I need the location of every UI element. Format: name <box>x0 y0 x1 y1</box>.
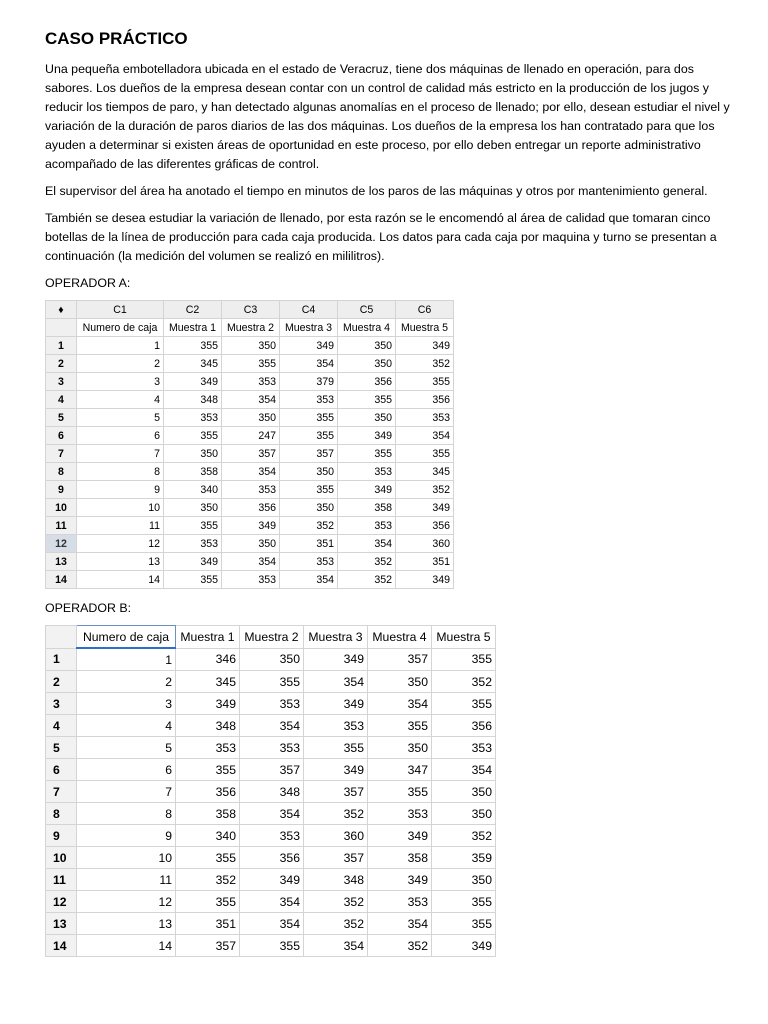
sample-cell[interactable]: 349 <box>396 499 454 517</box>
sample-cell[interactable]: 355 <box>164 427 222 445</box>
row-number[interactable]: 2 <box>46 671 77 693</box>
sample-cell[interactable]: 355 <box>176 847 240 869</box>
table-row <box>46 825 496 847</box>
sample-cell[interactable]: 353 <box>222 481 280 499</box>
sample-cell[interactable]: 352 <box>304 913 368 935</box>
sample-cell[interactable]: 349 <box>396 571 454 589</box>
operator-b-table <box>45 625 496 957</box>
sample-cell[interactable]: 358 <box>368 847 432 869</box>
sample-cell[interactable]: 350 <box>280 463 338 481</box>
table-row <box>46 337 454 355</box>
column-id: C4 <box>280 301 338 319</box>
box-number-cell[interactable]: 4 <box>77 391 164 409</box>
sample-cell[interactable]: 350 <box>432 869 496 891</box>
column-id: C6 <box>396 301 454 319</box>
sample-cell[interactable]: 350 <box>432 781 496 803</box>
box-number-cell[interactable]: 7 <box>77 781 176 803</box>
box-number-cell[interactable]: 10 <box>77 847 176 869</box>
sample-cell[interactable]: 358 <box>176 803 240 825</box>
sample-cell[interactable]: 357 <box>222 445 280 463</box>
table-row <box>46 737 496 759</box>
table-row <box>46 445 454 463</box>
sample-cell[interactable]: 359 <box>432 847 496 869</box>
row-number[interactable]: 5 <box>46 409 77 427</box>
sample-cell[interactable]: 350 <box>164 445 222 463</box>
row-number[interactable]: 9 <box>46 481 77 499</box>
sample-cell[interactable]: 352 <box>280 517 338 535</box>
sample-cell[interactable]: 355 <box>368 781 432 803</box>
table-row <box>46 869 496 891</box>
sample-cell[interactable]: 354 <box>396 427 454 445</box>
sample-cell[interactable]: 349 <box>338 481 396 499</box>
sample-cell[interactable]: 352 <box>368 935 432 957</box>
box-number-cell[interactable]: 13 <box>77 553 164 571</box>
row-number[interactable]: 6 <box>46 759 77 781</box>
sample-cell[interactable]: 352 <box>396 355 454 373</box>
box-number-cell[interactable]: 2 <box>77 355 164 373</box>
sample-cell[interactable]: 354 <box>304 671 368 693</box>
operator-b-body <box>46 648 496 957</box>
row-number[interactable]: 11 <box>46 869 77 891</box>
sample-cell[interactable]: 347 <box>368 759 432 781</box>
box-number-cell[interactable]: 11 <box>77 869 176 891</box>
sample-cell[interactable]: 353 <box>164 409 222 427</box>
row-number[interactable]: 4 <box>46 715 77 737</box>
box-number-cell[interactable]: 3 <box>77 373 164 391</box>
sample-cell[interactable]: 350 <box>164 499 222 517</box>
sample-cell[interactable]: 351 <box>396 553 454 571</box>
sample-cell[interactable]: 353 <box>222 373 280 391</box>
table-row <box>46 355 454 373</box>
sample-cell[interactable]: 345 <box>176 671 240 693</box>
sample-cell[interactable]: 346 <box>176 648 240 671</box>
sample-cell[interactable]: 354 <box>240 913 304 935</box>
column-id: C5 <box>338 301 396 319</box>
sample-cell[interactable]: 350 <box>338 409 396 427</box>
row-number[interactable]: 9 <box>46 825 77 847</box>
sample-cell[interactable]: 355 <box>368 715 432 737</box>
sample-cell[interactable]: 352 <box>432 671 496 693</box>
sample-cell[interactable]: 354 <box>304 935 368 957</box>
column-id: C3 <box>222 301 280 319</box>
table-row <box>46 847 496 869</box>
table-row <box>46 759 496 781</box>
box-number-cell[interactable]: 2 <box>77 671 176 693</box>
box-number-cell[interactable]: 4 <box>77 715 176 737</box>
sample-cell[interactable]: 348 <box>304 869 368 891</box>
sample-cell[interactable]: 350 <box>240 648 304 671</box>
box-number-cell[interactable]: 6 <box>77 759 176 781</box>
sample-cell[interactable]: 354 <box>338 535 396 553</box>
sample-cell[interactable]: 353 <box>240 693 304 715</box>
sample-cell[interactable]: 351 <box>176 913 240 935</box>
sample-cell[interactable]: 350 <box>338 337 396 355</box>
sample-cell[interactable]: 349 <box>304 648 368 671</box>
sample-cell[interactable]: 355 <box>280 427 338 445</box>
table-row <box>46 553 454 571</box>
sample-cell[interactable]: 350 <box>222 409 280 427</box>
column-name: Numero de caja <box>77 319 164 337</box>
sample-cell[interactable]: 379 <box>280 373 338 391</box>
operator-a-label: OPERADOR A: <box>45 276 131 290</box>
box-number-cell[interactable]: 1 <box>77 648 176 671</box>
sample-cell[interactable]: 354 <box>432 759 496 781</box>
corner-cell <box>46 626 77 649</box>
table-row <box>46 891 496 913</box>
box-number-cell[interactable]: 5 <box>77 409 164 427</box>
sample-cell[interactable]: 349 <box>368 825 432 847</box>
sample-cell[interactable]: 354 <box>222 553 280 571</box>
sample-cell[interactable]: 354 <box>222 463 280 481</box>
sample-cell[interactable]: 354 <box>240 715 304 737</box>
sample-cell[interactable]: 356 <box>432 715 496 737</box>
sample-cell[interactable]: 353 <box>368 803 432 825</box>
sample-cell[interactable]: 340 <box>176 825 240 847</box>
sample-cell[interactable]: 350 <box>368 737 432 759</box>
sample-cell[interactable]: 360 <box>396 535 454 553</box>
sample-cell[interactable]: 349 <box>280 337 338 355</box>
sample-cell[interactable]: 352 <box>304 803 368 825</box>
column-name: Muestra 3 <box>280 319 338 337</box>
column-header[interactable]: Muestra 3 <box>304 626 368 649</box>
column-name: Muestra 4 <box>338 319 396 337</box>
intro-paragraph: Una pequeña embotelladora ubicada en el estado de Veracruz, tiene dos máquinas de llenado en operación, para dos sabores. Los dueños de la empresa desean contar con un control de calidad más estricto en la producción de los jugos y reducir los tiempos de paro, y han detectado algunas anomalías en el proceso de llenado; por ello, desean estudiar el nivel y variación de la duración de paros diarios de las dos máquinas. Los dueños de la empresa los han contratado para que los ayuden a determinar si existen áreas de oportunidad en este proceso, por ello deben entregar un reporte administrativo acompañado de las diferentes gráficas de control. <box>45 62 730 171</box>
sample-cell[interactable]: 356 <box>222 499 280 517</box>
sample-cell[interactable]: 353 <box>240 737 304 759</box>
sample-cell[interactable]: 352 <box>338 553 396 571</box>
column-id: C2 <box>164 301 222 319</box>
column-name: Muestra 1 <box>164 319 222 337</box>
row-number[interactable]: 10 <box>46 847 77 869</box>
sample-cell[interactable]: 357 <box>304 781 368 803</box>
sample-cell[interactable]: 352 <box>338 571 396 589</box>
row-number[interactable]: 5 <box>46 737 77 759</box>
sample-cell[interactable]: 348 <box>240 781 304 803</box>
sample-cell[interactable]: 356 <box>338 373 396 391</box>
box-number-cell[interactable]: 13 <box>77 913 176 935</box>
box-number-cell[interactable]: 8 <box>77 463 164 481</box>
sample-cell[interactable]: 352 <box>304 891 368 913</box>
row-number[interactable]: 6 <box>46 427 77 445</box>
box-number-cell[interactable]: 9 <box>77 481 164 499</box>
table-row <box>46 517 454 535</box>
sample-cell[interactable]: 357 <box>280 445 338 463</box>
row-number[interactable]: 2 <box>46 355 77 373</box>
sample-cell[interactable]: 352 <box>176 869 240 891</box>
sample-cell[interactable]: 345 <box>164 355 222 373</box>
sample-cell[interactable]: 353 <box>432 737 496 759</box>
header-row <box>46 626 496 649</box>
corner-cell: ♦ <box>46 301 77 319</box>
sample-cell[interactable]: 355 <box>240 671 304 693</box>
sample-cell[interactable]: 354 <box>280 571 338 589</box>
row-number[interactable]: 3 <box>46 373 77 391</box>
sample-cell[interactable]: 358 <box>164 463 222 481</box>
sample-cell[interactable]: 345 <box>396 463 454 481</box>
sample-cell[interactable]: 355 <box>164 337 222 355</box>
table-row <box>46 715 496 737</box>
column-header[interactable]: Muestra 5 <box>432 626 496 649</box>
sample-cell[interactable]: 353 <box>240 825 304 847</box>
box-number-cell[interactable]: 6 <box>77 427 164 445</box>
sample-cell[interactable]: 355 <box>432 891 496 913</box>
sample-cell[interactable]: 355 <box>304 737 368 759</box>
sample-cell[interactable]: 357 <box>176 935 240 957</box>
row-number[interactable]: 12 <box>46 891 77 913</box>
table-row <box>46 373 454 391</box>
document-page <box>45 28 730 957</box>
box-number-cell[interactable]: 1 <box>77 337 164 355</box>
sample-cell[interactable]: 349 <box>432 935 496 957</box>
sample-cell[interactable]: 355 <box>164 517 222 535</box>
sample-cell[interactable]: 356 <box>176 781 240 803</box>
column-header[interactable]: Muestra 2 <box>240 626 304 649</box>
operator-a-table <box>45 300 454 589</box>
box-number-cell[interactable]: 11 <box>77 517 164 535</box>
column-header[interactable]: Muestra 4 <box>368 626 432 649</box>
sample-cell[interactable]: 352 <box>396 481 454 499</box>
table-row <box>46 781 496 803</box>
table-row <box>46 535 454 553</box>
sample-cell[interactable]: 355 <box>432 648 496 671</box>
table-row <box>46 648 496 671</box>
sample-cell[interactable]: 353 <box>304 715 368 737</box>
sample-cell[interactable]: 354 <box>280 355 338 373</box>
sample-cell[interactable]: 340 <box>164 481 222 499</box>
fill-variation-paragraph: También se desea estudiar la variación de llenado, por esta razón se le encomendó al área de calidad que tomaran cinco botellas de la línea de producción para cada caja producida. Los datos para cada caja por maquina y turno se presentan a continuación (la medición del volumen se realizó en mililitros). <box>45 211 717 263</box>
sample-cell[interactable]: 357 <box>368 648 432 671</box>
sample-cell[interactable]: 349 <box>240 869 304 891</box>
box-number-cell[interactable]: 10 <box>77 499 164 517</box>
sample-cell[interactable]: 353 <box>338 517 396 535</box>
sample-cell[interactable]: 351 <box>280 535 338 553</box>
sample-cell[interactable]: 357 <box>304 847 368 869</box>
sample-cell[interactable]: 354 <box>240 803 304 825</box>
row-number[interactable]: 10 <box>46 499 77 517</box>
sample-cell[interactable]: 355 <box>280 409 338 427</box>
row-number[interactable]: 11 <box>46 517 77 535</box>
sample-cell[interactable]: 350 <box>222 337 280 355</box>
sample-cell[interactable]: 348 <box>176 715 240 737</box>
column-name: Muestra 2 <box>222 319 280 337</box>
box-number-cell[interactable]: 3 <box>77 693 176 715</box>
table-row <box>46 391 454 409</box>
sample-cell[interactable]: 360 <box>304 825 368 847</box>
sample-cell[interactable]: 349 <box>368 869 432 891</box>
sample-cell[interactable]: 349 <box>304 693 368 715</box>
column-header[interactable]: Numero de caja <box>77 626 176 649</box>
sample-cell[interactable]: 354 <box>222 391 280 409</box>
sample-cell[interactable]: 354 <box>368 913 432 935</box>
sample-cell[interactable]: 356 <box>396 517 454 535</box>
table-row <box>46 935 496 957</box>
sample-cell[interactable]: 349 <box>164 373 222 391</box>
sample-cell[interactable]: 355 <box>280 481 338 499</box>
column-name-row <box>46 319 454 337</box>
row-number[interactable]: 12 <box>46 535 77 553</box>
box-number-cell[interactable]: 14 <box>77 571 164 589</box>
row-header-blank <box>46 319 77 337</box>
sample-cell[interactable]: 353 <box>338 463 396 481</box>
table-row <box>46 803 496 825</box>
box-number-cell[interactable]: 5 <box>77 737 176 759</box>
sample-cell[interactable]: 355 <box>396 445 454 463</box>
table-row <box>46 913 496 935</box>
sample-cell[interactable]: 358 <box>338 499 396 517</box>
sample-cell[interactable]: 353 <box>176 737 240 759</box>
table-row <box>46 427 454 445</box>
box-number-cell[interactable]: 12 <box>77 891 176 913</box>
row-number[interactable]: 13 <box>46 913 77 935</box>
box-number-cell[interactable]: 8 <box>77 803 176 825</box>
box-number-cell[interactable]: 14 <box>77 935 176 957</box>
sample-cell[interactable]: 349 <box>396 337 454 355</box>
operator-b-label: OPERADOR B: <box>45 601 132 615</box>
sample-cell[interactable]: 355 <box>338 445 396 463</box>
sample-cell[interactable]: 353 <box>280 391 338 409</box>
box-number-cell[interactable]: 7 <box>77 445 164 463</box>
row-number[interactable]: 4 <box>46 391 77 409</box>
table-row <box>46 671 496 693</box>
column-id: C1 <box>77 301 164 319</box>
table-row <box>46 481 454 499</box>
sample-cell[interactable]: 349 <box>338 427 396 445</box>
sample-cell[interactable]: 356 <box>396 391 454 409</box>
sample-cell[interactable]: 350 <box>280 499 338 517</box>
sample-cell[interactable]: 356 <box>240 847 304 869</box>
table-row <box>46 693 496 715</box>
sample-cell[interactable]: 348 <box>164 391 222 409</box>
row-number[interactable]: 13 <box>46 553 77 571</box>
document-title: CASO PRÁCTICO <box>45 29 188 48</box>
sample-cell[interactable]: 350 <box>222 535 280 553</box>
sample-cell[interactable]: 354 <box>240 891 304 913</box>
row-number[interactable]: 1 <box>46 337 77 355</box>
row-number[interactable]: 1 <box>46 648 77 671</box>
box-number-cell[interactable]: 9 <box>77 825 176 847</box>
sample-cell[interactable]: 353 <box>164 535 222 553</box>
operator-a-body <box>46 319 454 589</box>
table-row <box>46 571 454 589</box>
sample-cell[interactable]: 355 <box>396 373 454 391</box>
sample-cell[interactable]: 350 <box>338 355 396 373</box>
sample-cell[interactable]: 247 <box>222 427 280 445</box>
table-row <box>46 409 454 427</box>
row-number[interactable]: 14 <box>46 935 77 957</box>
sample-cell[interactable]: 355 <box>240 935 304 957</box>
sample-cell[interactable]: 353 <box>368 891 432 913</box>
row-number[interactable]: 14 <box>46 571 77 589</box>
sample-cell[interactable]: 357 <box>240 759 304 781</box>
table-row <box>46 463 454 481</box>
sample-cell[interactable]: 349 <box>222 517 280 535</box>
sample-cell[interactable]: 355 <box>338 391 396 409</box>
sample-cell[interactable]: 355 <box>432 913 496 935</box>
supervisor-paragraph: El supervisor del área ha anotado el tiempo en minutos de los paros de las máquinas y otros por mantenimiento general. <box>45 184 708 198</box>
sample-cell[interactable]: 349 <box>164 553 222 571</box>
column-name: Muestra 5 <box>396 319 454 337</box>
sample-cell[interactable]: 353 <box>280 553 338 571</box>
sample-cell[interactable]: 349 <box>304 759 368 781</box>
sample-cell[interactable]: 349 <box>176 693 240 715</box>
row-number[interactable]: 8 <box>46 803 77 825</box>
row-number[interactable]: 3 <box>46 693 77 715</box>
sample-cell[interactable]: 350 <box>432 803 496 825</box>
sample-cell[interactable]: 353 <box>396 409 454 427</box>
column-header[interactable]: Muestra 1 <box>176 626 240 649</box>
sample-cell[interactable]: 354 <box>368 693 432 715</box>
sample-cell[interactable]: 355 <box>432 693 496 715</box>
sample-cell[interactable]: 355 <box>176 759 240 781</box>
row-number[interactable]: 7 <box>46 445 77 463</box>
box-number-cell[interactable]: 12 <box>77 535 164 553</box>
column-id-row <box>46 301 454 319</box>
sample-cell[interactable]: 355 <box>222 355 280 373</box>
row-number[interactable]: 8 <box>46 463 77 481</box>
table-row <box>46 499 454 517</box>
row-number[interactable]: 7 <box>46 781 77 803</box>
sample-cell[interactable]: 353 <box>222 571 280 589</box>
sample-cell[interactable]: 355 <box>176 891 240 913</box>
sample-cell[interactable]: 352 <box>432 825 496 847</box>
sample-cell[interactable]: 350 <box>368 671 432 693</box>
sample-cell[interactable]: 355 <box>164 571 222 589</box>
